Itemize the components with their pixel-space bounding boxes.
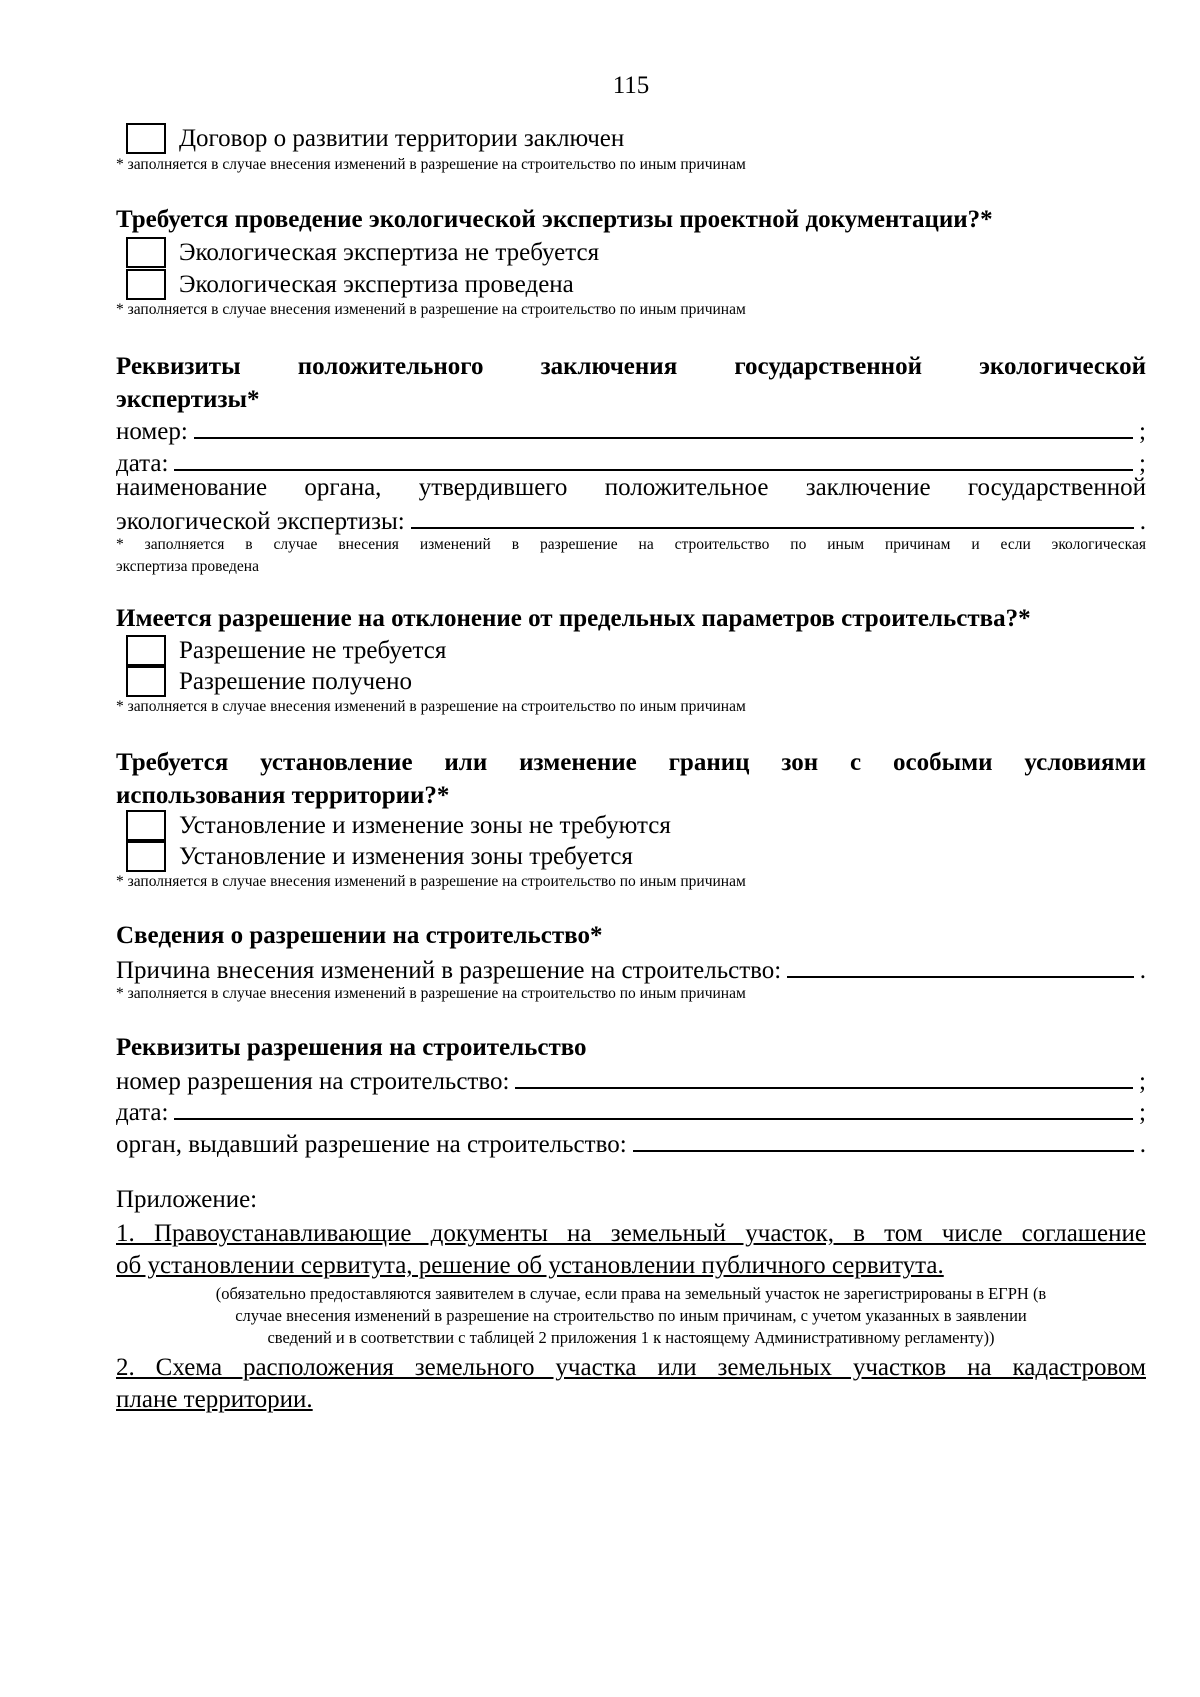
footnote: * заполняется в случае внесения изменений в разрешение на строительство по иным причинам bbox=[116, 873, 746, 890]
field-change-reason[interactable] bbox=[116, 954, 1146, 986]
checkbox-label: Экологическая экспертиза проведена bbox=[179, 270, 574, 298]
field-eco-org[interactable] bbox=[116, 505, 1146, 537]
field-label: дата: bbox=[116, 450, 169, 477]
page-number: 115 bbox=[612, 72, 650, 99]
checkbox-row-eco-not-required[interactable] bbox=[126, 236, 599, 269]
appendix-item-2 bbox=[116, 1352, 1146, 1416]
appendix-title: Приложение: bbox=[116, 1186, 258, 1213]
fill-line[interactable] bbox=[411, 505, 1134, 529]
checkbox-label: Разрешение не требуется bbox=[179, 636, 447, 664]
fill-line[interactable] bbox=[194, 415, 1133, 439]
punct: . bbox=[1139, 957, 1146, 984]
checkbox[interactable] bbox=[126, 269, 166, 300]
fill-line[interactable] bbox=[633, 1128, 1134, 1152]
punct: ; bbox=[1139, 1099, 1146, 1126]
appendix-item-1-line-2: об установлении сервитута, решение об установлении публичного сервитута. bbox=[116, 1252, 944, 1279]
field-label: номер разрешения на строительство: bbox=[116, 1068, 510, 1095]
appendix-item-1 bbox=[116, 1218, 1146, 1282]
field-permit-date[interactable] bbox=[116, 1096, 1146, 1128]
note-line-2: случае внесения изменений в разрешение на строительство по иным причинам, с учетом указанных в заявлении bbox=[235, 1306, 1027, 1325]
fill-line[interactable] bbox=[515, 1065, 1133, 1089]
fill-line[interactable] bbox=[174, 1096, 1133, 1120]
punct: ; bbox=[1139, 418, 1146, 445]
note-line-3: сведений и в соответствии с таблицей 2 приложения 1 к настоящему Административному регламенту)) bbox=[267, 1328, 995, 1347]
section-heading-zones bbox=[116, 746, 1146, 812]
checkbox-row-zones-required[interactable] bbox=[126, 840, 633, 873]
punct: . bbox=[1139, 508, 1146, 535]
footnote-line-1: * заполняется в случае внесения изменений в разрешение на строительство по иным причинам и если экологическая bbox=[116, 536, 1146, 553]
footnote: * заполняется в случае внесения изменений в разрешение на строительство по иным причинам bbox=[116, 301, 746, 318]
appendix-item-2-line-2: плане территории. bbox=[116, 1386, 313, 1413]
field-eco-org-label bbox=[116, 472, 1146, 504]
footnote: * заполняется в случае внесения изменений в разрешение на строительство по иным причинам bbox=[116, 985, 746, 1002]
checkbox-row-territory-agreement[interactable] bbox=[126, 122, 624, 155]
field-label: Причина внесения изменений в разрешение на строительство: bbox=[116, 957, 782, 984]
footnote bbox=[116, 534, 1146, 578]
checkbox[interactable] bbox=[126, 810, 166, 841]
field-label: дата: bbox=[116, 1099, 169, 1126]
checkbox[interactable] bbox=[126, 666, 166, 697]
punct: . bbox=[1139, 1131, 1146, 1158]
section-heading-permit-info: Сведения о разрешении на строительство* bbox=[116, 922, 603, 949]
section-heading-permit-details: Реквизиты разрешения на строительство bbox=[116, 1034, 587, 1061]
checkbox[interactable] bbox=[126, 237, 166, 268]
field-permit-number[interactable] bbox=[116, 1065, 1146, 1097]
checkbox-row-zones-not-required[interactable] bbox=[126, 809, 671, 842]
checkbox-label: Разрешение получено bbox=[179, 667, 412, 695]
footnote-line-2: экспертиза проведена bbox=[116, 558, 259, 575]
fill-line[interactable] bbox=[787, 954, 1134, 978]
appendix-item-1-line-1: 1. Правоустанавливающие документы на земельный участок, в том числе соглашение bbox=[116, 1220, 1146, 1247]
checkbox[interactable] bbox=[126, 635, 166, 666]
footnote: * заполняется в случае внесения изменений в разрешение на строительство по иным причинам bbox=[116, 156, 746, 173]
appendix-item-1-note bbox=[116, 1283, 1146, 1349]
field-eco-number[interactable] bbox=[116, 415, 1146, 447]
punct: ; bbox=[1139, 450, 1146, 477]
section-heading-deviation: Имеется разрешение на отклонение от предельных параметров строительства?* bbox=[116, 605, 1031, 632]
fill-line[interactable] bbox=[174, 447, 1133, 471]
section-heading-eco-expertise: Требуется проведение экологической экспертизы проектной документации?* bbox=[116, 206, 993, 233]
heading-line-2: использования территории?* bbox=[116, 782, 450, 809]
heading-line-1: Требуется установление или изменение границ зон с особыми условиями bbox=[116, 749, 1146, 776]
checkbox-label: Экологическая экспертиза не требуется bbox=[179, 238, 600, 266]
field-label: орган, выдавший разрешение на строительство: bbox=[116, 1131, 627, 1158]
checkbox-label: Установление и изменения зоны требуется bbox=[179, 842, 633, 870]
field-label: номер: bbox=[116, 418, 188, 445]
section-heading-eco-conclusion bbox=[116, 350, 1146, 416]
checkbox-row-eco-done[interactable] bbox=[126, 268, 574, 301]
field-label: экологической экспертизы: bbox=[116, 508, 405, 535]
heading-line-2: экспертизы* bbox=[116, 386, 260, 413]
appendix-item-2-line-1: 2. Схема расположения земельного участка или земельных участков на кадастровом bbox=[116, 1354, 1146, 1381]
field-label-line-1: наименование органа, утвердившего положительное заключение государственной bbox=[116, 474, 1146, 501]
heading-line-1: Реквизиты положительного заключения государственной экологической bbox=[116, 353, 1146, 380]
field-permit-org[interactable] bbox=[116, 1128, 1146, 1160]
checkbox[interactable] bbox=[126, 841, 166, 872]
note-line-1: (обязательно предоставляются заявителем в случае, если права на земельный участок не зарегистрированы в ЕГРН (в bbox=[215, 1284, 1047, 1303]
footnote: * заполняется в случае внесения изменений в разрешение на строительство по иным причинам bbox=[116, 698, 746, 715]
checkbox-label: Договор о развитии территории заключен bbox=[179, 124, 625, 152]
punct: ; bbox=[1139, 1068, 1146, 1095]
checkbox[interactable] bbox=[126, 123, 166, 154]
checkbox-row-deviation-received[interactable] bbox=[126, 665, 412, 698]
checkbox-label: Установление и изменение зоны не требуются bbox=[179, 811, 671, 839]
checkbox-row-deviation-not-required[interactable] bbox=[126, 634, 446, 667]
